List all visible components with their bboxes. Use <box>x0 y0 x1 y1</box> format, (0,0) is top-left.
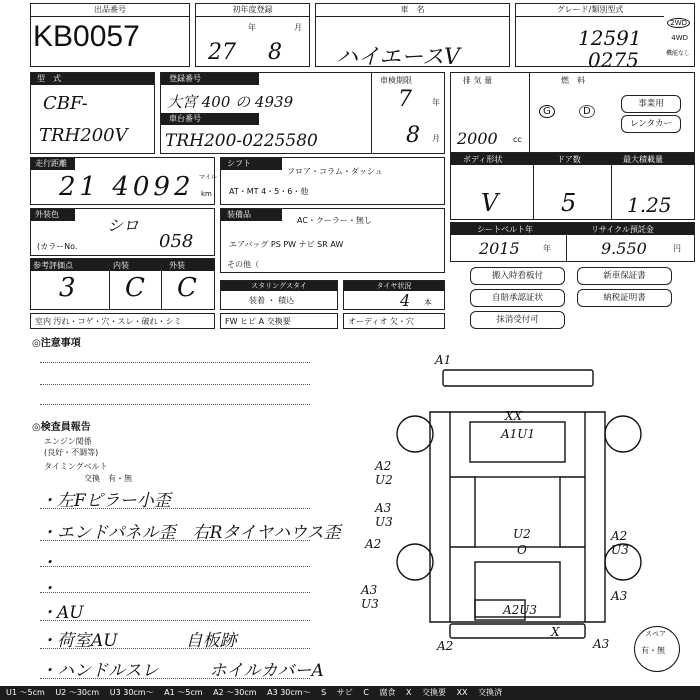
inspector-line: ・ <box>40 579 57 599</box>
fuel-header: 燃 料 <box>561 76 585 85</box>
steering-options: 装着 ・ 積込 <box>249 296 295 305</box>
displacement-value: 2000 <box>457 129 498 148</box>
inspector-line: ・ハンドルスレ ホイルカバーA <box>40 661 324 681</box>
inspector-line: ・AU <box>40 603 84 623</box>
cancellation-button[interactable]: 抹消受付可 <box>470 311 565 329</box>
diagram-mark: A1U1 <box>501 427 536 441</box>
color-box <box>30 208 215 256</box>
grade-box <box>515 3 695 72</box>
lot-number: KB0057 <box>33 20 140 53</box>
body-box <box>450 152 695 220</box>
first-reg-month: 8 <box>268 40 282 65</box>
fw-row <box>220 313 338 329</box>
diagram-mark: A1 <box>435 353 452 367</box>
body-value: V <box>481 189 499 217</box>
rental-label: レンタカー <box>621 115 681 133</box>
year-label: 年 <box>248 23 256 32</box>
diagram-mark: U2 <box>375 473 393 487</box>
tire-value: 4 <box>400 291 411 310</box>
equipment-box <box>220 208 445 273</box>
diagram-mark: U3 <box>611 543 629 557</box>
diagram-mark: U2 <box>513 527 531 541</box>
grade-number: 12591 <box>578 26 642 50</box>
model-box <box>30 72 155 154</box>
doors-header: ドア数 <box>557 155 581 164</box>
mileage-box <box>30 157 215 205</box>
legend-item: S <box>321 688 327 697</box>
diagram-mark: O <box>517 543 527 557</box>
mileage-header: 走行距離 <box>31 158 75 170</box>
spare-badge <box>634 626 680 672</box>
legend-item: C <box>363 688 369 697</box>
tire-header: タイヤ状況 <box>344 281 444 291</box>
diagram-mark: X <box>551 625 560 639</box>
inspector-line: ・エンドパネル歪 右Rタイヤハウス歪 <box>40 523 341 543</box>
lot-header: 出品番号 <box>31 4 189 17</box>
recycle-header: リサイクル預託金 <box>591 225 654 234</box>
interior-header: 内装 <box>113 261 129 270</box>
exterior-value: C <box>177 273 197 303</box>
inspection-box <box>371 73 447 153</box>
diagram-mark: U3 <box>361 597 379 611</box>
legend-item: U1 ～5cm <box>6 688 45 697</box>
mileage-unit: マイル <box>199 174 217 181</box>
legend-item: XX <box>456 688 468 697</box>
inspector-line: ・荷室AU 自板跡 <box>40 631 237 651</box>
diagram-mark: A2 <box>375 459 392 473</box>
mileage-km-unit: km <box>201 190 212 198</box>
diagram-mark: A2 <box>365 537 382 551</box>
tax-cert-button[interactable]: 納税証明書 <box>577 289 672 307</box>
timing-label: タイミングベルト <box>44 462 108 471</box>
exterior-header: 外装 <box>169 261 185 270</box>
interior-value: C <box>125 273 145 303</box>
color-code: 058 <box>159 231 194 252</box>
diagram-mark: XX <box>505 409 523 423</box>
car-name: ハイエースV <box>336 45 460 70</box>
reg-header: 登録番号 <box>161 73 259 85</box>
tire-box <box>343 280 445 310</box>
legend-item: X <box>406 688 412 697</box>
color-value: シロ <box>107 216 140 235</box>
diagram-mark: A2 <box>437 639 454 653</box>
capacity-header: 最大積載量 <box>623 155 663 164</box>
fuel-d-option: D <box>579 105 595 118</box>
equipment-header: 装備品 <box>221 209 282 221</box>
legend-item: A1 ～5cm <box>164 688 203 697</box>
shift-header: シフト <box>221 158 282 170</box>
seatbelt-box <box>450 222 695 262</box>
diagram-mark: A3 <box>361 583 378 597</box>
liability-cert-button[interactable]: 自賠承認証状 <box>470 289 565 307</box>
engine-sub: (良好・不調等) <box>44 448 99 457</box>
model-header: 型 式 <box>31 73 154 85</box>
diagram-mark: A3 <box>593 637 610 651</box>
seatbelt-year: 2015 <box>479 239 520 258</box>
legend-item: A3 30cm～ <box>267 688 311 697</box>
shift-mount-options: フロア・コラム・ダッシュ <box>287 167 383 176</box>
notes-header: ◎注意事項 <box>32 338 81 349</box>
first-reg-year: 27 <box>208 40 236 65</box>
seatbelt-header: シートベルト年 <box>477 225 533 234</box>
steering-header: スタリングスタイ <box>221 281 337 291</box>
score-value: 3 <box>59 273 76 303</box>
registration-box <box>160 72 445 154</box>
audio-row <box>343 313 445 329</box>
body-header: ボディ形状 <box>463 155 503 164</box>
diagram-mark: A3 <box>375 501 392 515</box>
model-code: TRH200V <box>39 125 128 146</box>
recycle-unit: 円 <box>673 244 681 253</box>
first-reg-box <box>195 3 310 67</box>
capacity-value: 1.25 <box>627 193 672 217</box>
lot-box <box>30 3 190 67</box>
timing-sub: 交換 有・無 <box>84 474 132 483</box>
legend-item: 交換済 <box>478 688 503 697</box>
mileage-value: 21 4092 <box>59 172 195 202</box>
inspector-header: ◎検査員報告 <box>32 422 91 433</box>
damage-legend <box>0 686 700 700</box>
color-no-label: (カラーNo. <box>37 242 78 251</box>
delivery-sign-button[interactable]: 搬入時看板付 <box>470 267 565 285</box>
equipment-other: その他（ <box>227 260 259 269</box>
inspector-line: ・左Fピラー小歪 <box>40 491 171 511</box>
color-header: 外装色 <box>31 209 75 221</box>
equipment-options: エアバッグ PS PW ナビ SR AW <box>229 240 344 249</box>
diagram-mark: U3 <box>375 515 393 529</box>
diagram-mark: A2U3 <box>503 603 538 617</box>
grade-code: 0275 <box>588 48 639 72</box>
displacement-header: 排 気 量 <box>463 76 493 85</box>
inspection-year: 7 <box>398 87 412 112</box>
tire-unit: 本 <box>424 298 432 307</box>
legend-item: U3 30cm～ <box>109 688 154 697</box>
spare-label: スペア <box>645 630 666 638</box>
fw-text: FW ヒビ A 交換要 <box>225 317 291 326</box>
legend-item: サビ <box>336 688 353 697</box>
diagram-mark: A2 <box>611 529 628 543</box>
registration-number: 大宮 400 の 4939 <box>167 93 294 111</box>
inspection-header: 車検期限 <box>380 76 412 85</box>
score-header: 参考評価点 <box>33 261 73 270</box>
legend-item: A2 ～30cm <box>213 688 257 697</box>
doors-value: 5 <box>561 189 577 217</box>
shift-box <box>220 157 445 205</box>
inspection-month-label: 月 <box>432 134 440 143</box>
inspector-line: ・ <box>40 553 57 573</box>
model-prefix: CBF- <box>43 93 88 114</box>
diagram-mark: A3 <box>611 589 628 603</box>
legend-item: U2 ～30cm <box>55 688 100 697</box>
chassis-number: TRH200-0225580 <box>165 131 318 151</box>
fuel-g-option: G <box>539 105 555 118</box>
car-name-box <box>315 3 510 70</box>
grade-header: グレード/類別型式 <box>516 4 664 17</box>
drive-4wd: 4WD <box>671 34 688 42</box>
interior-condition-row <box>30 313 215 329</box>
new-car-warranty-button[interactable]: 新車保証書 <box>577 267 672 285</box>
displacement-unit: cc <box>513 135 522 144</box>
first-reg-header: 初年度登録 <box>196 4 309 17</box>
car-name-header: 車 名 <box>316 4 509 17</box>
legend-item: 腐食 <box>379 688 396 697</box>
vehicle-damage-diagram <box>361 352 635 653</box>
spare-value: 有・無 <box>641 646 665 655</box>
seatbelt-year-unit: 年 <box>543 244 551 253</box>
legend-item: 交換要 <box>422 688 447 697</box>
audio-text: オーディオ 欠・穴 <box>348 317 414 326</box>
recycle-value: 9.550 <box>601 239 647 258</box>
month-label: 月 <box>294 23 302 32</box>
shift-type-options: AT・MT 4・5・6・他 <box>229 187 309 196</box>
steering-box <box>220 280 338 310</box>
chassis-header: 車台番号 <box>161 113 259 125</box>
business-use-label: 事業用 <box>621 95 681 113</box>
drive-other: 機能なし <box>666 50 691 57</box>
drive-2wd: 2WD <box>667 18 690 28</box>
engine-label: エンジン関係 <box>44 437 92 446</box>
ac-options: AC・クーラー・無し <box>297 216 372 225</box>
displacement-box <box>450 72 695 154</box>
interior-condition-text: 室内 汚れ・コゲ・穴・スレ・破れ・シミ <box>35 317 182 326</box>
inspection-month: 8 <box>406 123 420 148</box>
score-box <box>30 258 215 310</box>
inspection-year-label: 年 <box>432 98 440 107</box>
